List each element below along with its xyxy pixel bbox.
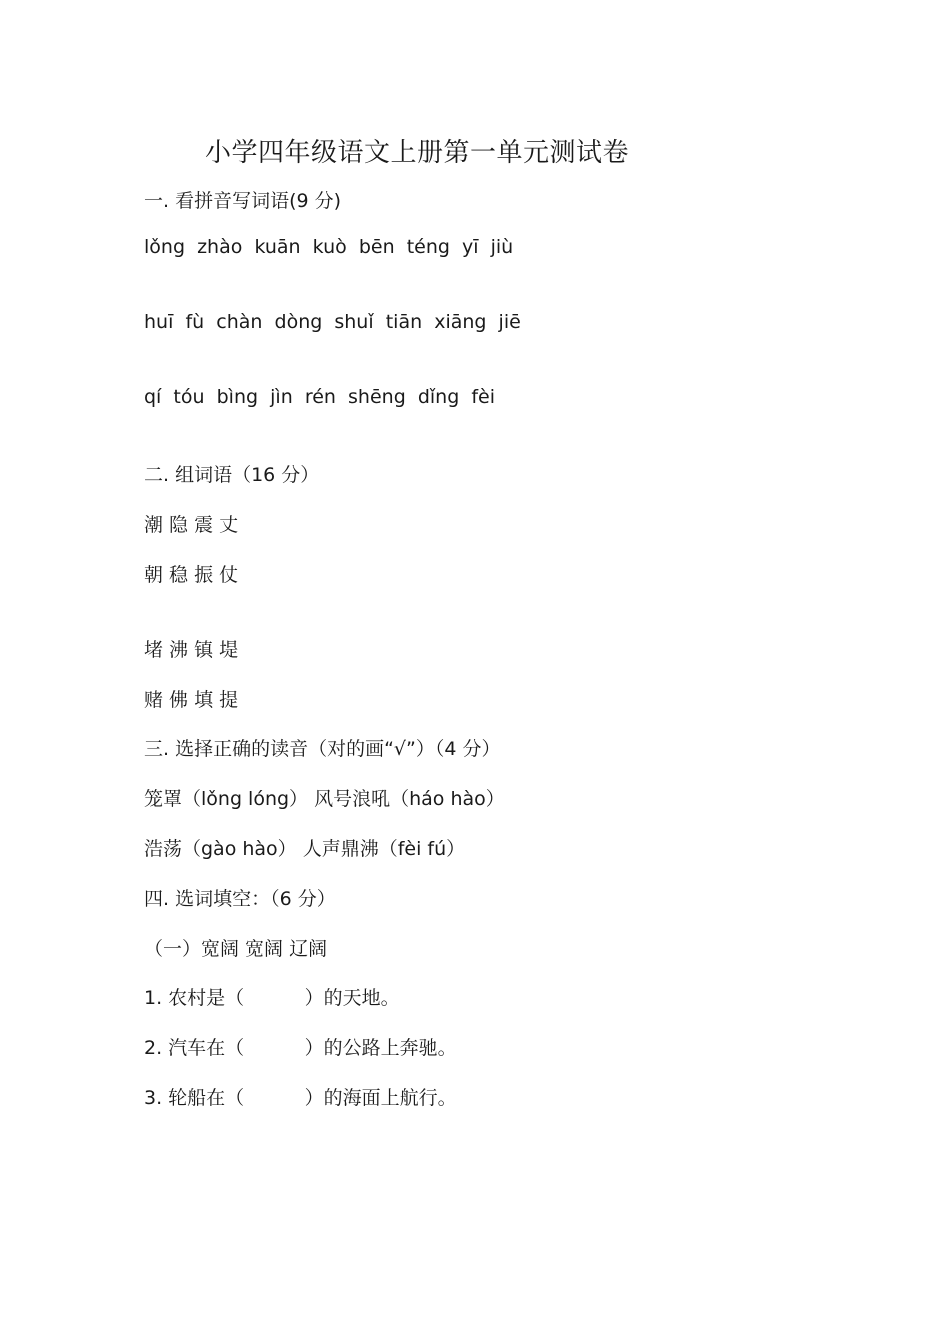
- char-row-2: 朝 稳 振 仗: [144, 564, 239, 586]
- char-row-1: 潮 隐 震 丈: [144, 514, 239, 536]
- fill-blank-2: 2. 汽车在（ ）的公路上奔驰。: [144, 1037, 457, 1059]
- fill-blank-3: 3. 轮船在（ ）的海面上航行。: [144, 1087, 457, 1109]
- pinyin-row-3: qí tóu bìng jìn rén shēng dǐng fèi: [144, 386, 496, 408]
- reading-choice-1: 笼罩（lǒng lóng） 风号浪吼（háo hào）: [144, 788, 505, 810]
- word-options: （一）宽阔 宽阔 辽阔: [144, 938, 328, 960]
- page-title: 小学四年级语文上册第一单元测试卷: [204, 138, 629, 168]
- reading-choice-2: 浩荡（gào hào） 人声鼎沸（fèi fú）: [144, 838, 466, 860]
- fill-blank-1: 1. 农村是（ ）的天地。: [144, 987, 400, 1009]
- pinyin-row-2: huī fù chàn dòng shuǐ tiān xiāng jiē: [144, 311, 521, 333]
- pinyin-row-1: lǒng zhào kuān kuò bēn téng yī jiù: [144, 236, 514, 258]
- section-3-heading: 三. 选择正确的读音（对的画“√”）（4 分）: [144, 738, 501, 760]
- char-row-4: 赌 佛 填 提: [144, 689, 239, 711]
- section-2-heading: 二. 组词语（16 分）: [144, 464, 320, 486]
- section-1-heading: 一. 看拼音写词语(9 分): [144, 190, 342, 212]
- section-4-heading: 四. 选词填空：（6 分）: [144, 888, 336, 910]
- char-row-3: 堵 沸 镇 堤: [144, 639, 239, 661]
